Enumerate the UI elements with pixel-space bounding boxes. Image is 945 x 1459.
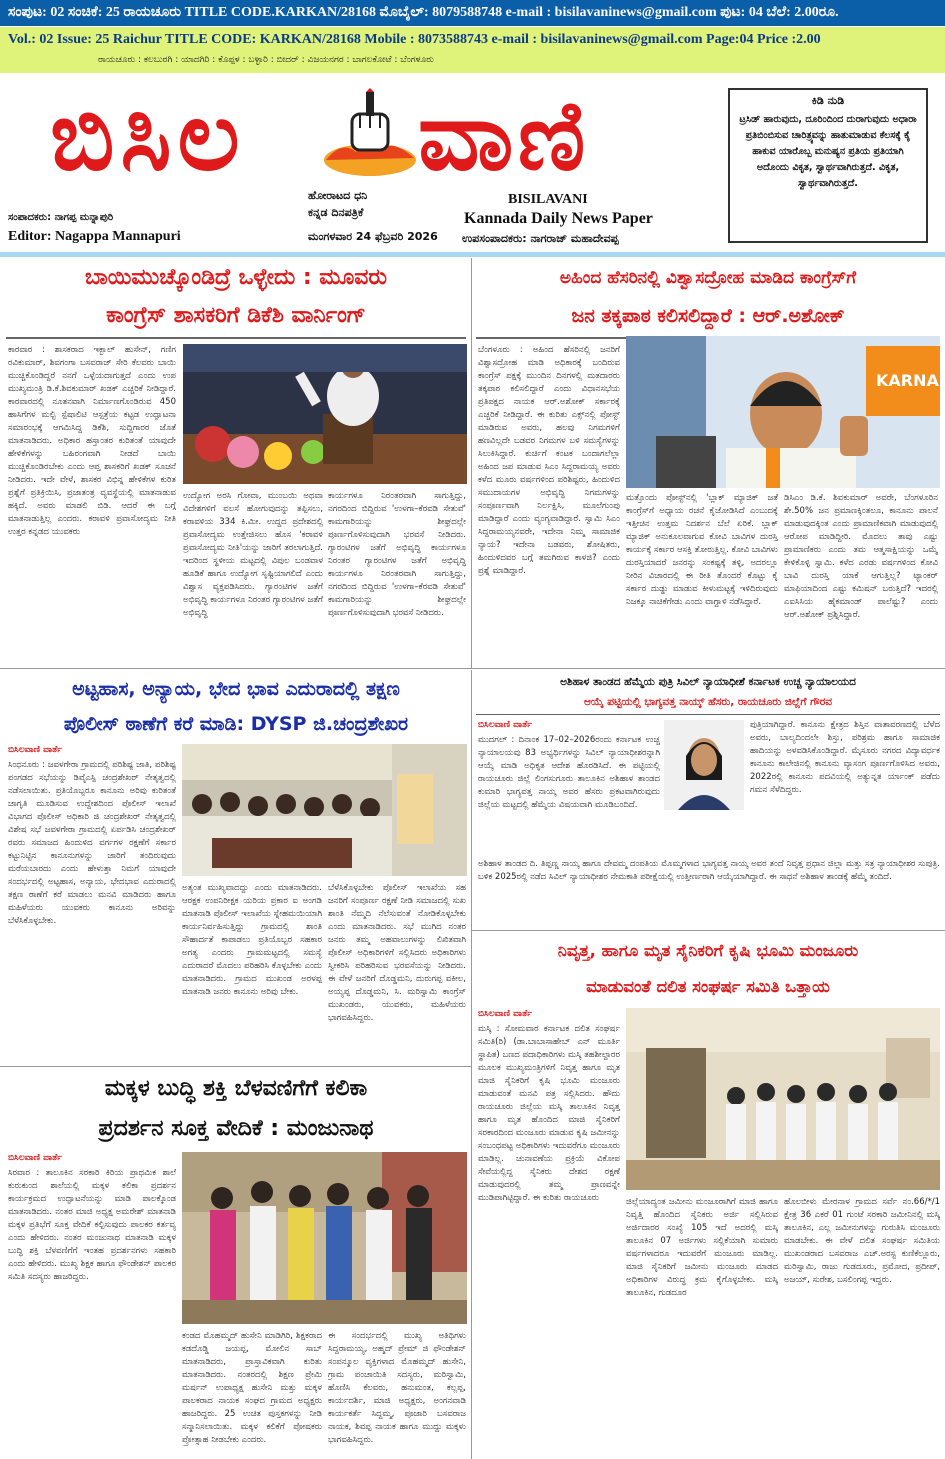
article4-portrait: [664, 720, 744, 810]
article4-rule: [476, 714, 940, 715]
article4-body-1: ಮುದಗಲ್ : ದಿನಾಂಕ 17–02–2026ರಂದು ಕರ್ನಾಟಕ ಉಚ್ಚ ನ್ಯಾಯಾಲಯವು 83 ಅಭ್ಯರ್ಥಿಗಳನ್ನು ಸಿವಿಲ್ ನ್ಯಾಯಾಧೀಶರನ್ನಾಗಿ ಆಯ್ಕೆ ಮಾಡಿ ಅಧಿಕೃತ ಆದೇಶ ಹೊರಡಿಸಿದೆ. ಈ ಪಟ್ಟಿಯಲ್ಲಿ ರಾಯಚೂರು ಜಿಲ್ಲೆ ಲಿಂಗಸುಗೂರು ತಾಲೂಕಿನ ಅಶಿಹಾಳ ತಾಂಡದ ಕುಮಾರಿ ಭಾಗ್ಯವತ್ತ ನಾಯ್ಕ ಅವರ ಹೆಸರು ಪ್ರಕಟವಾಗಿರುವುದು ಜಿಲ್ಲೆಯ ಮಟ್ಟದಲ್ಲಿ ಹೆಮ್ಮೆಯ ವಿಷಯವಾಗಿ ಮೂಡಿಬಂದಿದೆ.: [478, 735, 660, 810]
article3-headline-2: ಪೊಲೀಸ್ ಠಾಣೆಗೆ ಕರೆ ಮಾಡಿ: DYSP ಜಿ.ಚಂದ್ರಶೇಖರ: [63, 713, 409, 735]
issue-date: ಮಂಗಳವಾರ 24 ಫೆಬ್ರವರಿ 2026: [308, 230, 438, 243]
column-divider-3: [471, 932, 472, 1459]
article5-byline: ಬಿಸಿಲವಾಣಿ ವಾರ್ತೆ: [478, 1009, 532, 1019]
article6-photo: [182, 1152, 467, 1324]
article6-headline-2: ಪ್ರದರ್ಶನ ಸೂಕ್ತ ವೇದಿಕೆ : ಮಂಜುನಾಥ: [98, 1116, 374, 1141]
article5-headline-1: ನಿವೃತ್ತ, ಹಾಗೂ ಮೃತ ಸೈನಿಕರಿಗೆ ಕೃಷಿ ಭೂಮಿ ಮಂಜೂರು: [557, 941, 859, 960]
article5-column-3: ಹೊಲಬೀಳು ಮೇರನಾಳ ಗ್ರಾಮದ ಸರ್ವೆ ನಂ.66/*/1 ಕ್ಷೇತ್ರ 36 ಎಕರೆ 01 ಗುಂಟೆ ಸರಕಾರಿ ಜಮೀನಿನಲ್ಲಿ ಮಸ್ಕಿ ತಾಲೂಕಿನ, ಎಲ್ಲ ಜಮೀನುಗಳನ್ನು ಗುರುತಿಸಿ ಮಂಜೂರು ಮಾಡಬೇಕು. ಈ ವೇಳೆ ದಲಿತ ಸಂಘರ್ಷ ಸಮಿತಿಯ ಮುಖಂಡರಾದ ಬಸವರಾಜ ಎಚ್.ಅರಸ್ಟ ಕುಣಿಕೆಲ್ಲೂರು, ಮರಿಸ್ವಾಮಿ, ರಾಜು ಗುಡದೂರು, ಪ್ರಮೋದ, ಪ್ರದೀಪ್, ಅಜಯ್, ಸುರೇಶ, ಬಸಲಿಂಗಪ್ಪ ಇದ್ದರು.: [784, 1197, 940, 1285]
english-tagline: Kannada Daily News Paper: [464, 210, 653, 227]
article5-photo: [626, 1008, 940, 1190]
article5-column-1: [478, 1008, 620, 1456]
article1-headline-1: ಬಾಯಿಮುಚ್ಕೊಂಡಿದ್ರೆ ಒಳ್ಳೇದು : ಮೂವರು: [84, 265, 388, 290]
article2-column-3: ಡಿಸಿಎಂ ಡಿ.ಕೆ. ಶಿವಕುಮಾರ್ ಅವರೇ, ಬೆಂಗಳೂರಿನ ಶೇ.50% ಜನ ಪ್ರಮಾಣಕ್ಕಿಂತಲೂ, ಕಾನೂನು ಪಾಲನೆ ಮಾಡುವುದಕ್ಕಿಂತ ಎಂದು ಪ್ರಾಮಾಣಿಕವಾಗಿ ಮಾಡುವುದಲ್ಲಿ ಆರೋಪ ಮಾಡಿದ್ದೀರಿ. ಮೊದಲು ತಾವು ಎಷ್ಟು ಪ್ರಾಮಾಣಿಕರು ಎಂದು ತಮ ಆತ್ಮಸಾಕ್ಷಿಯನ್ನು ಒಮ್ಮೆ ಕೇಳಿಕೊಳ್ಳಿ ಸ್ವಾಮಿ. ಕಳೆದ ಎರಡು ವರ್ಷಗಳಿಂದ ಕೋವಿ ಬಾವಿ ದುರಸ್ತಿ ಯಾಕೆ ಆಗುತ್ತಿಲ್ಲ? ಟ್ಯಾಂಕರ್ ಮಾಫಿಯಾದಿಂದ ಎಷ್ಟು ಕಮಿಷನ್ ಬರುತ್ತಿದೆ? ಇದರಲ್ಲಿ ಎಐಸಿಸಿಯ ಹೈಕಮಾಂಡ್ ಪಾಲೆಷ್ಟು? ಎಂದು ಆರ್.ಅಶೋಕ್ ಪ್ರಶ್ನಿಸಿದ್ದಾರೆ.: [784, 493, 938, 620]
article5-column-2: ಜಿಲ್ಲೆಯಾದ್ಯಂತ ಜಮೀನು ಮಂಜೂರಾಗಿಗೆ ಮಾಜಿ ಹಾಗೂ ನಿವೃತ್ತಿ ಹೊಂದಿದ ಸೈನಿಕರು ಅರ್ಜಿ ಸಲ್ಲಿಸಿರುವ ಅರ್ಜಿದಾರರ ಸಂಖ್ಯೆ 105 ಇದೆ ಅದರಲ್ಲಿ ಮಸ್ಕಿ ತಾಲೂಕಿನ 07 ಅರ್ಜಿಗಳು ಸಲ್ಲಿಕೆಯಾಗಿ ಸುಮಾರು ವರ್ಷಗಳಾದರೂ ಇದುವರೆಗೆ ಮಂಜೂರು ಮಾಡಿಲ್ಲ. ಮಾಜಿ ಸೈನಿಕರಿಗೆ ಜಮೀನು ಮಂಜೂರು ಮಾಡದ ಅಧಿಕಾರಿಗಳ ವಿರುದ್ಧ ಕ್ರಮ ಕೈಗೊಳ್ಳಬೇಕು. ಮಸ್ಕಿ ತಾಲೂಕಿನ, ಗುಡದೂರ: [626, 1197, 778, 1298]
top-bar-english: [0, 27, 945, 73]
article6-headline-1: ಮಕ್ಕಳ ಬುದ್ಧಿ ಶಕ್ತಿ ಬೆಳವಣಿಗೆಗೆ ಕಲಿಕಾ: [104, 1076, 368, 1101]
article2-photo: [626, 336, 940, 488]
english-name: BISILAVANI: [508, 192, 588, 207]
article1-headline-2: ಕಾಂಗ್ರೆಸ್ ಶಾಸಕರಿಗೆ ಡಿಕೆಶಿ ವಾರ್ನಿಂಗ್: [106, 303, 366, 328]
row-divider-3: [0, 1066, 471, 1067]
article4-body-full: ಅಶಿಹಾಳ ತಾಂಡದ ದಿ. ತಿಪ್ಪಣ್ಣ ನಾಯ್ಕ ಹಾಗೂ ದೇವಮ್ಮ ದಂಪತಿಯ ಮೊಮ್ಮಗಳಾದ ಭಾಗ್ಯವತ್ತ ನಾಯ್ಕ ಅವರ ತಂದೆ ನಿವೃತ್ತ ಪ್ರಧಾನ ಜಿಲ್ಲಾ ಮತ್ತು ಸತ್ರ ನ್ಯಾಯಾಧೀಶರ ಸುಪುತ್ರಿ. ಬಳಿಕ 2025ರಲ್ಲಿ ನಡೆದ ಸಿವಿಲ್ ನ್ಯಾಯಾಧೀಶರ ನೇಮಕಾತಿ ಪರೀಕ್ಷೆಯಲ್ಲಿ ಉತ್ತೀರ್ಣರಾಗಿ ಆಯ್ಕೆಯಾಗಿದ್ದಾರೆ. ಈ ಸಾಧನೆ ಅಶಿಹಾಳ ತಾಂಡಕ್ಕೆ ಹೆಮ್ಮೆ ತಂದಿದೆ.: [478, 859, 940, 882]
article2-column-1: ಬೆಂಗಳೂರು : ಅಹಿಂದ ಹೆಸರಿನಲ್ಲಿ ಜನರಿಗೆ ವಿಶ್ವಾಸದ್ರೋಹ ಮಾಡಿ ಅಧಿಕಾರಕ್ಕೆ ಬಂದಿರುವ ಕಾಂಗ್ರೆಸ್ ಪಕ್ಷಕ್ಕೆ ಮುಂದಿನ ದಿನಗಳಲ್ಲಿ ಮತದಾರರು ತಕ್ಕಪಾಠ ಕಲಿಸಲಿದ್ದಾರೆ ಎಂದು ವಿಧಾನಸಭೆಯ ಪ್ರತಿಪಕ್ಷದ ನಾಯಕ ಆರ್.ಅಶೋಕ್ ಸರ್ಕಾರಕ್ಕೆ ಎಚ್ಚರಿಕೆ ನೀಡಿದ್ದಾರೆ. ಈ ಕುರಿತು ಎಕ್ಸ್‌ನಲ್ಲಿ ಪೋಸ್ಟ್ ಮಾಡಿರುವ ಅವರು, ಹಲವು ನಿಗಮಗಳಿಗೆ ಹಣವಿಲ್ಲದೇ ಬಡವರ ನಿಗಮಗಳ ಬಳಿ ಸಮಸ್ಯೆಗಳನ್ನು ಸಿಲುಕಿಸಿದ್ದಾರೆ. ಕುರ್ಚಿಗೆ ಕಂಟಕ ಬಂದಾಗಲೆಲ್ಲಾ ಅಹಿಂದ ಜಪ ಮಾಡುವ ಸಿಎಂ ಸಿದ್ದರಾಮಯ್ಯ ಅವರು ಕಳೆದ ಮೂರು ವರ್ಷಗಳಿಂದ ಪರಿಶಿಷ್ಟರು, ಹಿಂದುಳಿದ ಸಮುದಾಯಗಳ ಅಭಿವೃದ್ಧಿ ನಿಗಮಗಳನ್ನು ಸಂಪೂರ್ಣವಾಗಿ ನಿರ್ಲಕ್ಷಿಸಿ, ಮೂಲೆಗುಂಪು ಮಾಡಿದ್ದಾರೆ ಎಂದು ವ್ಯಂಗ್ಯವಾಡಿದ್ದಾರೆ. ಸ್ವಾಮಿ ಸಿಎಂ ಸಿದ್ದರಾಮಯ್ಯನವರೇ, ಇದೇನಾ ನಿಮ್ಮ ಸಾಮಾಜಿಕ ನ್ಯಾಯ? ಇದೇನಾ ಬಡವರು, ಶೋಷಿತರು, ಹಿಂದುಳಿದವರ ಬಗ್ಗೆ ತಮಗಿರುವ ಕಾಳಜಿ? ಎಂದು ಪ್ರಶ್ನೆ ಮಾಡಿದ್ದಾರೆ.: [478, 345, 620, 576]
article3-column-1: [8, 744, 176, 1058]
masthead-divider: [0, 252, 945, 257]
article1-column-3: ಕಾರ್ಯಗಳೂ ನಿರಂತರವಾಗಿ ಸಾಗುತ್ತಿದ್ದು, ನಗರದಿಂದ ಬಿದ್ದಿರುವ 'ಉಳಗಾ–ಕೆರವಡಿ ಸೇತುವೆ' ಕಾಮಗಾರಿಯನ್ನು ಶೀಘ್ರದಲ್ಲೇ ಪೂರ್ಣಗೊಳಿಸುವುದಾಗಿ ಭರವಸೆ ನೀಡಿದರು. ಗ್ಯಾರಂಟಿಗಳ ಜತೆಗೆ ಅಭಿವೃದ್ಧಿ ಕಾರ್ಯಗಳೂ ನಿರಂತರ ಗ್ಯಾರಂಟಿಗಳ ಜತೆಗೆ ಅಭಿವೃದ್ಧಿ ಕಾರ್ಯಗಳೂ ನಿರಂತರವಾಗಿ ಸಾಗುತ್ತಿದ್ದು, ನಗರದಿಂದ ಬಿದ್ದಿರುವ 'ಉಳಗಾ–ಕೆರವಡಿ ಸೇತುವೆ' ಕಾಮಗಾರಿಯನ್ನು ಶೀಘ್ರದಲ್ಲೇ ಪೂರ್ಣಗೊಳಿಸುವುದಾಗಿ ಭರವಸೆ ನೀಡಿದರು.: [328, 491, 466, 618]
tagline-2: ಕನ್ನಡ ದಿನಪತ್ರಿಕೆ: [308, 206, 364, 219]
article1-photo: [183, 344, 467, 484]
column-divider-1: [471, 258, 472, 668]
editor-english: Editor: Nagappa Mannapuri: [8, 229, 181, 244]
article3-column-2: ಅತ್ಯಂತ ಮುಖ್ಯವಾದದ್ದು ಎಂದು ಮಾತನಾಡಿದರು. ಆರಕ್ಷಕ ಉಪನಿರೀಕ್ಷಕ ಯರಿಯ ಪ್ರಕಾರ ಐ ಅಂಗಡಿ ಮಾತನಾಡಿ ಪೊಲೀಸ್ ಇಲಾಖೆಯ ಸ್ನೇಹಮಯಿಯಾಗಿ ಕಾರ್ಯನಿರ್ವಹಿಸುತ್ತಿದ್ದು ಗ್ರಾಮದಲ್ಲಿ ಶಾಂತಿ ಸೌಹಾರ್ದತೆ ಕಾಪಾಡಲು ಪ್ರತಿಯೊಬ್ಬರ ಸಹಕಾರ ಅಗತ್ಯ ಎಂದರು ಗ್ರಾಮಮಟ್ಟದಲ್ಲಿ ಸಮಸ್ಯೆ ಎದುರಾದರೆ ಮೊದಲು ಪರಿಹರಿಸಿ ಕೊಳ್ಳಬೇಕು ಎಂದು ಮಾತನಾಡಿದರು. ಗ್ರಾಮದ ಮುಖಂಡ ಅರಳಪ್ಪ ಮಾತನಾಡಿ ಜನರು ಕಾನೂನು ಅರಿವು ಬೇಕು.: [182, 883, 322, 997]
logo-text-left: ಬಿಸಿಲ: [50, 80, 246, 192]
editor-kannada: ಸಂಪಾದಕರು: ನಾಗಪ್ಪ ಮನ್ನಾಪುರಿ: [8, 212, 114, 223]
top-bar-line2: Vol.: 02 Issue: 25 Raichur TITLE CODE: KARKAN/28168 Mobile : 8073588743 e-mail : bisilavaninews@gmail.com Page:04 Price :2.00: [8, 32, 821, 47]
article5-body-1: ಮಸ್ಕಿ : ಸೋಮವಾರ ಕರ್ನಾಟಕ ದಲಿತ ಸಂಘರ್ಷ ಸಮಿತಿ(ರಿ) (ಡಾ.ಬಾಬಾಸಾಹೇಬ್ ಎನ್ ಮೂರ್ತಿ ಸ್ಥಾಪಿತ) ಬಣದ ಪದಾಧಿಕಾರಿಗಳು ಮಸ್ಕಿ ತಹಶೀಲ್ದಾರರ ಮೂಲಕ ಮುಖ್ಯಮಂತ್ರಿಗಳಿಗೆ ನಿವೃತ್ತ ಹಾಗೂ ಮೃತ ಮಾಜಿ ಸೈನಿಕರಿಗೆ ಕೃಷಿ ಭೂಮಿ ಮಂಜೂರು ಮಾಡುವಂತೆ ಮನವಿ ಪತ್ರ ಸಲ್ಲಿಸಿದರು. ಹೌದು ರಾಯಚೂರು ಜಿಲ್ಲೆಯ ಮಸ್ಕಿ ತಾಲೂಕಿನ ನಿವೃತ್ತ ಹಾಗೂ ಮೃತ ಹೊಂದಿದ ಮಾಜಿ ಸೈನಿಕರಿಗೆ ಸರಕಾರದಿಂದ ಮಂಜೂರು ಮಾಡುವ ಕೃಷಿ ಜಮೀನನ್ನು ಸಂಬಂಧಪಟ್ಟ ಅಧಿಕಾರಿಗಳು ಇದುವರೆಗೂ ಮಂಜೂರು ಮಾಡಿಲ್ಲ. ಚುನಾವಣೆಯ ಪ್ರಕ್ರಿಯೆ ವಿಕೋಪ ಸೇವೆಯಲ್ಲಿದ್ದ ಸೈನಿಕರು ದೇಶದ ರಕ್ಷಣೆ ಮಾಡುವುದರಲ್ಲಿ ತಮ್ಮ ಪ್ರಾಣವನ್ನೇ ಮುಡಿಪಾಗಿಟ್ಟಿದ್ದಾರೆ. ಈ ಕುರಿತು ರಾಯಚೂರು: [478, 1024, 620, 1203]
quote-body: ಟ್ರಸಿಡ್ ಹಾರುವುದು, ದೂರಿಂದಿಂದ ದುರಾಗುವುದು ಅಧಾರಾ ಪ್ರತಿಬಿಂಬಿಸುವ ಚಾರಿತ್ರ್ಯವನ್ನು ಹಾತುಮಾಡುವ ಕೆಲಸಕ್ಕೆ ಕೈ ಹಾಕುವ ಯಾರೊಬ್ಬ ಮನುಷ್ಯನ ಪ್ರತಿಯ ಪ್ರತಿಯಾಗಿ ಅದೊಂದು ವಿಕೃತ, ಸ್ವಾರ್ಥವಾಗಿರುತ್ತದೆ. ವಿಕೃತ, ಸ್ವಾರ್ಥವಾಗಿರುತ್ತದೆ.: [739, 114, 917, 189]
article1-rule: [6, 337, 466, 339]
editions-list: ರಾಯಚೂರು : ಕಲಬುರಗಿ : ಯಾದಗಿರಿ : ಕೊಪ್ಪಳ : ಬಳ್ಳಾರಿ : ಬೀದರ್ : ವಿಜಯನಗರ : ಬಾಗಲಕೋಟೆ : ಬೆಂಗಳೂರು: [98, 55, 434, 65]
fist-logo-icon: [322, 88, 418, 178]
article2-column-2: ಮತ್ತೊಂದು ಪೋಸ್ಟ್‌ನಲ್ಲಿ 'ಬ್ಲಾಕ್ ಮ್ಯಾಜಿಕ್ ಜತೆ ಕಾಂಗ್ರೆಸ್‌ಗೆ ಅಧ್ಯಾಯ ರಚನೆ ಕೈಜೋಡಿಸಿದೆ ಎಂಬುದಕ್ಕೆ ಇತ್ತೀಚಿನ ಉತ್ತಮ ನಿದರ್ಶನ ಬೆಲೆ ಏರಿಕೆ. ಬ್ಲಾಕ್ ಮ್ಯಾಜಿಕ್ ಅನುಕೂಲವಾಗುವ ಕೋವಿ ಬಾವಿಗಳ ದುರಸ್ತಿ ಕಾರ್ಯಕ್ಕೆ ಸರ್ಕಾರ ಆಸಕ್ತಿ ತೋರುತ್ತಿಲ್ಲ. ಕೋವಿ ಬಾವಿಗಳು ದುರಸ್ತಿಯಾದರೆ ಜನರನ್ನು ಸಂಕಷ್ಟಕ್ಕೆ ತಳ್ಳಿ, ಅದರಲ್ಲೂ ನೀರಿನ ವಿಚಾರದಲ್ಲಿ ಈ ರೀತಿ ತೊಂದರೆ ಕೊಟ್ಟು ಕೈ ಸರ್ಕಾರ ದುಡ್ಡು ಮಾಡುವ ಕೀಳುಮಟ್ಟಕ್ಕೆ ಇಳಿದಿರುವುದು ನಿಜಕ್ಕೂ ನಾಚಿಕೆಗೇಡು ಎಂದು ವಾಗ್ದಾಳಿ ನಡೆಸಿದ್ದಾರೆ.: [626, 493, 778, 607]
logo-text-right: ವಾಣಿ: [418, 80, 590, 192]
article3-column-3: ಬೆಳೆಸಿಕೊಳ್ಳಬೇಕು ಪೊಲೀಸ್ ಇಲಾಖೆಯ ಸಹ ಜನರಿಗೆ ಸಂಪೂರ್ಣ ರಕ್ಷಣೆ ನೀಡಿ ಸಮಾಜದಲ್ಲಿ ಸುಖ ಶಾಂತಿ ನೆಮ್ಮದಿ ನೆಲೆಸುವಂತೆ ನೋಡಿಕೊಳ್ಳಬೇಕು ಎಂದು ಮಾತನಾಡಿದರು. ಸಭೆ ಮುಗಿದ ನಂತರ ಜನರು ತಮ್ಮ ಅಹವಾಲುಗಳನ್ನು ಲಿಖಿತವಾಗಿ ಪೊಲೀಸ್ ಅಧಿಕಾರಿಗಳಿಗೆ ಸಲ್ಲಿಸಿದರು ಅಧಿಕಾರಿಗಳು ಸ್ವೀಕರಿಸಿ ಪರಿಹರಿಸುವ ಭರವಸೆಯನ್ನು ನೀಡಿದರು. ಈ ವೇಳೆ ಜನರಿಗೆ ದೊಡ್ಡಮನಿ, ದುರುಗಪ್ಪ ವಕೀಲ, ಅಯ್ಯಪ್ಪ ದೊಡ್ಡಮನಿ, ಸಿ. ಮರಿಸ್ವಾಮಿ ಕಾಂಗ್ರೆಸ್ ಮುಖಂಡರು, ಯುವಕರು, ಮಹಿಳೆಯರು ಭಾಗವಹಿಸಿದ್ದರು.: [328, 883, 466, 1023]
article6-byline: ಬಿಸಿಲವಾಣಿ ವಾರ್ತೆ: [8, 1153, 62, 1163]
article2-headline-1: ಅಹಿಂದ ಹೆಸರಿನಲ್ಲಿ ವಿಶ್ವಾಸದ್ರೋಹ ಮಾಡಿದ ಕಾಂಗ್ರೆಸ್‌ಗೆ: [559, 268, 857, 288]
tagline-1: ಹೋರಾಟದ ಧನಿ: [308, 189, 368, 202]
article5-headline-2: ಮಾಡುವಂತೆ ದಲಿತ ಸಂಘರ್ಷ ಸಮಿತಿ ಒತ್ತಾಯ: [586, 977, 830, 996]
row-divider-1: [0, 668, 945, 669]
masthead: [0, 74, 945, 252]
row-divider-2: [472, 930, 945, 931]
article3-byline: ಬಿಸಿಲವಾಣಿ ವಾರ್ತೆ: [8, 745, 62, 755]
article6-column-3: ಈ ಸಂದರ್ಭದಲ್ಲಿ ಮುಖ್ಯ ಅತಿಥಿಗಳು ಸಿದ್ದರಾಮಯ್ಯ, ಅಹ್ಮದ್ ಪ್ರೇಮ್ ಜಿ ಫೌಂಡೇಶನ್ ಸಂಪನ್ಮೂಲ ವ್ಯಕ್ತಿಗಳಾದ ಮೊಹಮ್ಮದ್ ಹುಸೇನಿ, ಗ್ರಾಮ ಪಂಚಾಯಿತಿ ಸದಸ್ಯರು, ಮರಿಸ್ವಾಮಿ, ಹೊಣಿಸಿ ಕೆಲವರು, ಹನುಮಂತ, ಕಲ್ಲಪ್ಪ, ಕಾರ್ಯದರ್ಶಿ, ಮಾಜಿ ಅಧ್ಯಕ್ಷರು, ಅಂಗನವಾಡಿ ಕಾರ್ಯಕರ್ತೆ ಸಿದ್ದಮ್ಮ, ಪೂಜಾರಿ ಬಸವರಾಜ ನಾಯಕ, ಶಿವಪ್ಪ ನಾಯಕ ಹಾಗೂ ಮುದ್ದು ಮಕ್ಕಳು ಭಾಗವಹಿಸಿದ್ದರು.: [328, 1331, 466, 1445]
article6-column-1: [8, 1152, 176, 1456]
article4-byline: ಬಿಸಿಲವಾಣಿ ವಾರ್ತೆ: [478, 720, 532, 730]
sub-editor: ಉಪಸಂಪಾದಕರು: ನಾಗರಾಜ್ ಮಹಾದೇವಪ್ಪ: [462, 232, 619, 245]
top-bar-kannada: [0, 0, 945, 26]
quote-box: [728, 88, 928, 243]
article4-column-1: [478, 719, 660, 855]
svg-text:KARNA: KARNA: [876, 371, 939, 390]
article3-headline-1: ಅಟ್ಟಹಾಸ, ಅನ್ಯಾಯ, ಭೇದ ಭಾವ ಎದುರಾದಲ್ಲಿ ತಕ್ಷಣ: [72, 678, 400, 700]
article2-headline-2: ಜನ ತಕ್ಕಪಾಠ ಕಲಿಸಲಿದ್ದಾರೆ : ಆರ್.ಅಶೋಕ್: [571, 305, 845, 327]
article3-photo: [182, 744, 467, 876]
article4-headline-1: ಅಶಿಹಾಳ ತಾಂಡದ ಹೆಮ್ಮೆಯ ಪುತ್ರಿ ಸಿವಿಲ್ ನ್ಯಾಯಾಧೀಶೆ ಕರ್ನಾಟಕ ಉಚ್ಚ ನ್ಯಾಯಾಲಯದ: [560, 676, 856, 688]
article1-column-2: ಉದ್ಯೋಗ ಅರಸಿ ಗೋವಾ, ಮುಂಬಯಿ ಅಥವಾ ವಿದೇಶಗಳಿಗೆ ವಲಸೆ ಹೋಗುವುದನ್ನು ತಪ್ಪಿಸಲು, ಕರಾವಳಿಯ 334 ಕಿ.ಮೀ. ಉದ್ದದ ಪ್ರದೇಶದಲ್ಲಿ ಪ್ರವಾಸೋದ್ಯಮ ಉತ್ತೇಜಿಸಲು ಹೊಸ 'ಕರಾವಳಿ ಪ್ರವಾಸೋದ್ಯಮ ನೀತಿ'ಯನ್ನು ಜಾರಿಗೆ ತರಲಾಗುತ್ತಿದೆ. ಇದರಿಂದ ಸ್ಥಳೀಯ ಮಟ್ಟದಲ್ಲಿ ವಿಪುಲ ಬಂಡವಾಳ ಹೂಡಿಕೆ ಹಾಗೂ ಉದ್ಯೋಗ ಸೃಷ್ಟಿಯಾಗಲಿದೆ ಎಂದು ವಿಶ್ವಾಸ ವ್ಯಕ್ತಪಡಿಸಿದರು. ಗ್ಯಾರಂಟಿಗಳ ಜತೆಗೆ ಅಭಿವೃದ್ಧಿ ಕಾರ್ಯಗಳೂ ನಿರಂತರ ಗ್ಯಾರಂಟಿಗಳ ಜತೆಗೆ ಅಭಿವೃದ್ಧಿ: [183, 491, 323, 618]
article4-headline-2: ಆಯ್ಕೆ ಪಟ್ಟಿಯಲ್ಲಿ ಭಾಗ್ಯವತ್ತ ನಾಯ್ಕ್ ಹೆಸರು, ರಾಯಚೂರು ಜಿಲ್ಲೆಗೆ ಗೌರವ: [583, 696, 833, 708]
article1-column-1: ಕಾರವಾರ : ಶಾಸಕರಾದ ಇಕ್ಬಾಲ್ ಹುಸೇನ್, ಗಣಿಗ ರವಿಕುಮಾರ್, ಶಿವಗಂಗಾ ಬಸವರಾಜ್ ಸೇರಿ ಕೆಲವರು ಬಾಯಿ ಮುಚ್ಚಿಕೊಂಡಿದ್ದರೆ ನನಗೆ ಒಳ್ಳೆಯದಾಗುತ್ತದೆ ಎಂದು ಉಪ ಮುಖ್ಯಮಂತ್ರಿ ಡಿ.ಕೆ.ಶಿವಕುಮಾರ್ ಖಡಕ್ ಎಚ್ಚರಿಕೆ ನೀಡಿದ್ದಾರೆ. ಕಾರವಾರದಲ್ಲಿ ನೂತನವಾಗಿ ನಿರ್ಮಾಣಗೊಂಡಿರುವ 450 ಹಾಸಿಗೆಗಳ ಮಲ್ಟಿ ಸ್ಪೆಷಾಲಿಟಿ ಆಸ್ಪತ್ರೆಯ ಕಟ್ಟಡ ಉದ್ಘಾಟನಾ ಸಮಾರಂಭಕ್ಕೆ ಆಗಮಿಸಿದ್ದ ಡಿಕೆಶಿ, ಸುದ್ದಿಗಾರರ ಜೊತೆ ಮಾತನಾಡಿದರು. ಅಧಿಕಾರ ಹಸ್ತಾಂತರ ಕುರಿತಂತೆ ಯಾವುದೇ ಹೇಳಿಕೆಗಳನ್ನು ಬಹಿರಂಗವಾಗಿ ನೀಡದೆ ಬಾಯಿ ಮುಚ್ಚಿಕೊಂಡಿರಬೇಕು ಎಂದು ಆಪ್ತ ಶಾಸಕರಿಗೆ ಖಡಕ್ ಸೂಚನೆ ನೀಡಿದರು. ಇದೇ ವೇಳೆ, ಶಾಸಕರ ವಿಭಿನ್ನ ಹೇಳಿಕೆಗಳ ಕುರಿತ ಪ್ರಶ್ನೆಗೆ ಪ್ರತಿಕ್ರಿಯಿಸಿ, ಪ್ರಜಾತಂತ್ರ ವ್ಯವಸ್ಥೆಯಲ್ಲಿ ಮಾತನಾಡುವ ಹಕ್ಕಿದೆ. ಅವರು ಮಾಡಲಿ ಬಿಡಿ. ಆದರೆ ಈ ಬಗ್ಗೆ ಮಾತನಾಡುತ್ತಿಲ್ಲ ಎಂದರು. ಕರಾವಳಿ ಪ್ರವಾಸೋದ್ಯಮ ನೀತಿ ಉತ್ತರ ಕನ್ನಡದ ಯುವಕರು: [8, 345, 176, 537]
article6-column-2: ಕಂಡದ ಮೊಹಮ್ಮದ್ ಹುಸೇನಿ ಮಾಡಿಗಿರಿ, ಶಿಕ್ಷಕರಾದ ಕಡದೊಡ್ಡಿ ಜಯಪ್ಪ, ಮೋಲಿನ ಸಾಬ್ ಮಾತನಾಡಿದರು, ಪ್ರಾಸ್ತಾವಿಕವಾಗಿ ಕುರಿತು ಮಾತನಾಡಿದರು. ನಂತರದಲ್ಲಿ ಶಿಕ್ಷಣ ಪ್ರೇಮಿ ಮರ್ಷನ್ ಉಪಾಧ್ಯಕ್ಷ ಹುಸೇನಿ ಮತ್ತು ಮಕ್ಕಳ ಪಾಲಕರಾದ ನಾಯಕ ಸಂಘದ ಗ್ರಾಮದ ಅಧ್ಯಕ್ಷರು ಹಾಜರಿದ್ದರು. 25 ಉಚಿತ ಪುಸ್ತಕಗಳನ್ನು ನೀಡಿ ಸನ್ಮಾನಿಸಲಾಯಿತು. ಮಕ್ಕಳ ಕಲಿಕೆಗೆ ಪೋಷಕರು ಪ್ರೋತ್ಸಾಹ ನೀಡಬೇಕು ಎಂದರು.: [182, 1331, 322, 1445]
top-bar-line1: ಸಂಪುಟ: 02 ಸಂಚಿಕೆ: 25 ರಾಯಚೂರು TITLE CODE.KARKAN/28168 ಮೊಬೈಲ್: 8079588748 e-mail : bisilavaninews@gmail.com ಪುಟ: 04 ಬೆಲೆ: 2.00ರೂ.: [8, 5, 839, 20]
quote-title: ಕಿಡಿ ನುಡಿ: [811, 94, 845, 107]
article3-body-1: ಸಿಂಧನೂರು : ಜವಳಗೇರಾ ಗ್ರಾಮದಲ್ಲಿ ಪರಿಶಿಷ್ಟ ಜಾತಿ, ಪರಿಶಿಷ್ಟ ಪಂಗಡದ ಸಭೆಯನ್ನು ಡಿವೈಎಸ್ಪಿ ಚಂದ್ರಶೇಖರ್ ನೇತೃತ್ವದಲ್ಲಿ ನಡೆಸಲಾಯಿತು. ಪ್ರತಿಯೊಬ್ಬರೂ ಕಾನೂನು ಅರಿವು ಕುರಿತಂತೆ ಜಾಗೃತಿ ಮೂಡಿಸುವ ಉದ್ದೇಶದಿಂದ ಪೊಲೀಸ್ ಇಲಾಖೆ ವಿಭಾಗದ ಪೊಲೀಸ್ ಅಧಿಕಾರಿ ಜಿ ಚಂದ್ರಶೇಖರ್ ನೇತೃತ್ವದಲ್ಲಿ ವಿಶೇಷ ಸಭೆ ಜವಳಗೇರಾ ಗ್ರಾಮದಲ್ಲಿ ಏರ್ಪಡಿಸಿ ಚಂದ್ರಶೇಖರ್ ರವರು ಸಮಾಜದ ಹಿಂದುಳಿದ ವರ್ಗಗಳ ರಕ್ಷಣೆಗೆ ಸರ್ಕಾರ ಕಟ್ಟುನಿಟ್ಟಿನ ಕಾನೂನುಗಳನ್ನು ಜಾರಿಗೆ ತಂದಿರುವುದು ಮರೆಯಬಾರದು ಎಂದು ಹೇಳುತ್ತಾ ನಿಮಗೆ ಯಾವುದೇ ಸಂದರ್ಭದಲ್ಲಿ ಅಟ್ಟಹಾಸ, ಅನ್ಯಾಯ, ಭೇದಭಾವ ಎದುರಾದಲ್ಲಿ ತಕ್ಷಣ ಠಾಣೆಗೆ ಕರೆ ಮಾಡಲು ಮನವಿ ಮಾಡಿದರು ಹಾಗೂ ಮಹಿಳೆಯರು ಯುವಕರು ಕಾನೂನು ಅರಿವನ್ನು ಬೆಳೆಸಿಕೊಳ್ಳಬೇಕು.: [8, 760, 176, 926]
article4-column-2: ಪುತ್ರಿಯಾಗಿದ್ದಾರೆ. ಕಾನೂನು ಕ್ಷೇತ್ರದ ಶಿಸ್ತಿನ ವಾತಾವರಣದಲ್ಲಿ ಬೆಳೆದ ಅವರು, ಬಾಲ್ಯದಿಂದಲೇ ಶಿಸ್ತು, ಪರಿಶ್ರಮ ಹಾಗೂ ಸಾಮಾಜಿಕ ಹಾದಿಯನ್ನು ಅಳವಡಿಸಿಕೊಂಡಿದ್ದಾರೆ. ಮೈಸೂರು ನಗರದ ವಿದ್ಯಾವರ್ಧಕ ಕಾನೂನು ಕಾಲೇಜಿನಲ್ಲಿ ಕಾನೂನು ವ್ಯಾಸಂಗ ಪೂರ್ಣಗೊಳಿಸಿದ ಅವರು, 2022ರಲ್ಲಿ ಕಾನೂನು ಪದವಿಯಲ್ಲಿ ಅತ್ಯುನ್ನತ ರ್ಯಾಂಕ್ ಪಡೆದು ಗಮನ ಸೆಳೆದಿದ್ದರು.: [750, 720, 940, 795]
article6-body-1: ಸಿರವಾರ : ತಾಲೂಕಿನ ಸರಕಾರಿ ಕಿರಿಯ ಪ್ರಾಥಮಿಕ ಶಾಲೆ ಕುರುಕುಂದ ಶಾಲೆಯಲ್ಲಿ ಮಕ್ಕಳ ಕಲಿಕಾ ಪ್ರದರ್ಶನ ಕಾರ್ಯಕ್ರಮದ ಉದ್ಘಾಟನೆಯನ್ನು ಮಾಡಿ ಪಾಲಕ್ಕೊಂಡ ಮಾತನಾಡಿದರು. ನಂತರ ಮಾಜಿ ಅಧ್ಯಕ್ಷ ಅಮರೇಶ್ ಮಾತನಾಡಿ ಮಕ್ಕಳ ಪ್ರತಿಭೆಗೆ ಸೂಕ್ತ ವೇದಿಕೆ ಕಲ್ಪಿಸುವುದು ಪಾಲಕರ ಕರ್ತವ್ಯ ಎಂದು ಹೇಳಿದರು. ನಂತರ ಮಂಜುನಾಥ ಮಾತನಾಡಿ ಮಕ್ಕಳ ಬುದ್ಧಿ ಶಕ್ತಿ ಬೆಳವಣಿಗೆಗೆ ಇಂತಹ ಪ್ರದರ್ಶನಗಳು ಸಹಕಾರಿ ಎಂದು ಹೇಳಿದರು. ಮುಖ್ಯ ಶಿಕ್ಷಕ ಹಾಗೂ ಫೌಂಡೇಶನ್ ಪಾಲಕರ ಸಮಿತಿ ಸದಸ್ಯರು ಹಾಜರಿದ್ದರು.: [8, 1168, 176, 1282]
